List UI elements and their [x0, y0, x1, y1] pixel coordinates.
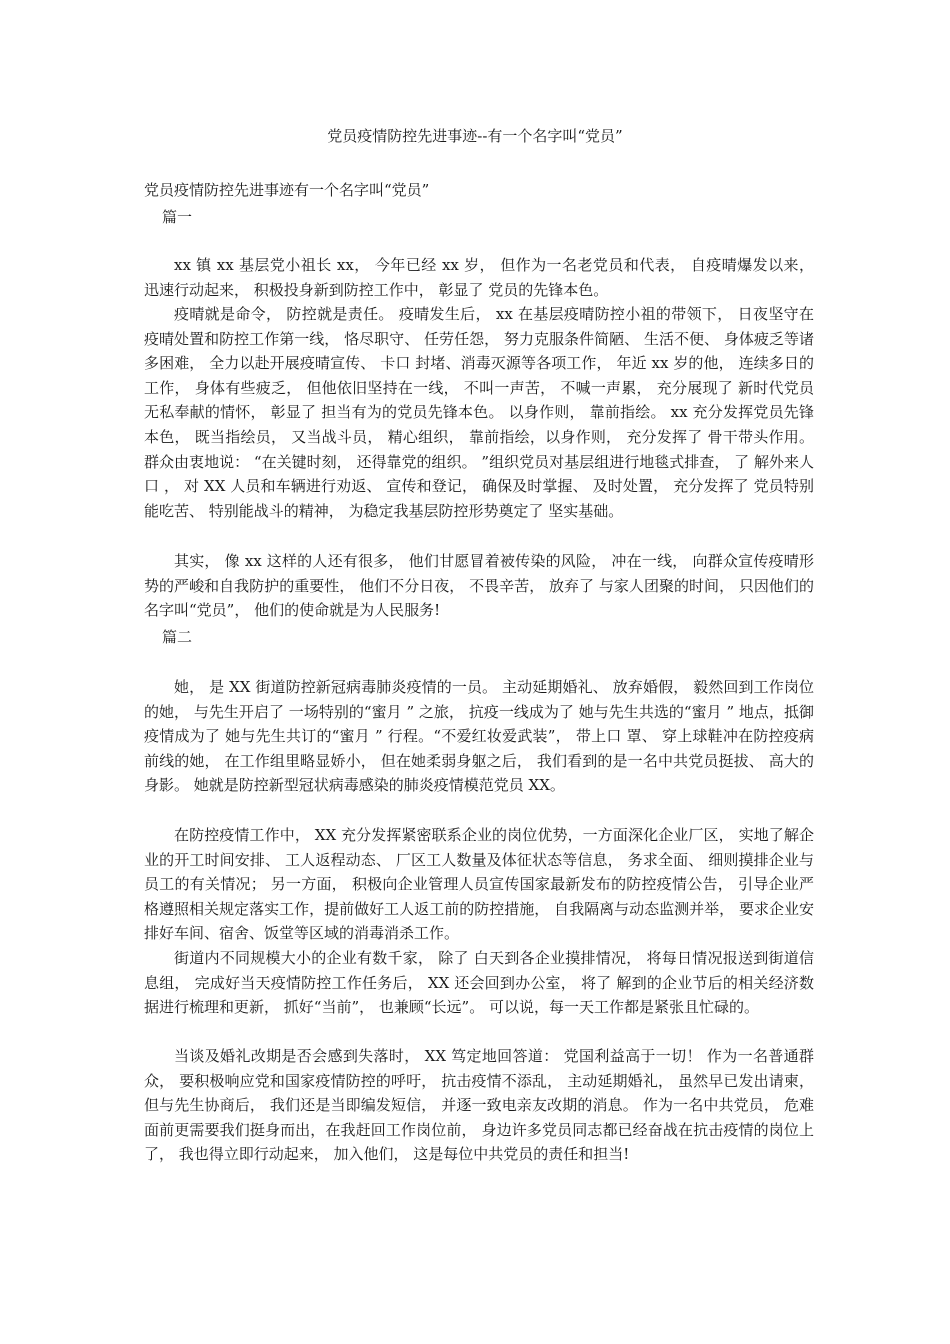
- paragraph: 当谈及婚礼改期是否会感到失落时， XX 笃定地回答道： 党国利益高于一切！ 作为一名普通群众， 要积极响应党和国家疫情防控的呼吁， 抗击疫情不添乱， 主动延期婚礼， 虽然早已发出请柬， 但与先生协商后， 我们还是当即编发短信， 并逐一致电亲友改期的消息。 作为一名中共党员， 危难面前更需要我们挺身而出，在我赶回工作岗位前， 身边许多党员同志都已经奋战在抗击疫情的岗位上了， 我也得立即行动起来， 加入他们， 这是每位中共党员的责任和担当!: [144, 1047, 814, 1164]
- section-heading-1: 篇一: [162, 208, 193, 226]
- document-subtitle: 党员疫情防控先进事迹有一个名字叫“党员”: [144, 181, 430, 199]
- paragraph: 其实， 像 xx 这样的人还有很多， 他们甘愿冒着被传染的风险， 冲在一线， 向群众宣传疫晴形势的严峻和自我防护的重要性， 他们不分日夜， 不畏辛苦， 放弃了 与家人团聚的时间， 只因他们的名字叫“党员”， 他们的使命就是为人民服务!: [144, 552, 814, 620]
- paragraph: 她， 是 XX 街道防控新冠病毒肺炎疫情的一员。 主动延期婚礼、 放弃婚假， 毅然回到工作岗位的她， 与先生开启了 一场特别的“蜜月 ” 之旅， 抗疫一线成为了 她与先生共选的“蜜月 ” 地点，抵御疫情成为了 她与先生共订的“蜜月 ” 行程。“不爱红妆爱武装”， 带上口 罩、 穿上球鞋冲在防控疫病前线的她， 在工作组里略显娇小， 但在她柔弱身躯之后， 我们看到的是一名中共党员挺拔、 高大的身影。 她就是防控新型冠状病毒感染的肺炎疫情模范党员 XX。: [144, 678, 814, 795]
- paragraph: 街道内不同规模大小的企业有数千家， 除了 白天到各企业摸排情况， 将每日情况报送到街道信息组， 完成好当天疫情防控工作任务后， XX 还会回到办公室， 将了 解到的企业节后的相关经济数据进行梳理和更新， 抓好“当前”， 也兼顾“长远”。 可以说，每一天工作都是紧张且忙碌的。: [144, 949, 814, 1017]
- paragraph: xx 镇 xx 基层党小祖长 xx， 今年已经 xx 岁， 但作为一名老党员和代表， 自疫晴爆发以来， 迅速行动起来， 积极投身新到防控工作中， 彰显了 党员的先锋本色。: [144, 256, 814, 299]
- paragraph: 疫晴就是命令， 防控就是责任。 疫晴发生后， xx 在基层疫晴防控小祖的带领下， 日夜坚守在疫晴处置和防控工作第一线， 恪尽职守、 任劳任怨， 努力克服条件简陋、 生活不便、 身体疲乏等诸多困难， 全力以赴开展疫晴宣传、 卡口 封堵、消毒灭源等各项工作， 年近 xx 岁的他， 连续多日的工作， 身体有些疲乏， 但他依旧坚持在一线， 不叫一声苦， 不喊一声累， 充分展现了 新时代党员无私奉献的情怀， 彰显了 担当有为的党员先锋本色。 以身作则， 靠前指绘。 xx 充分发挥党员先锋本色， 既当指绘员， 又当战斗员， 精心组织， 靠前指绘，以身作则， 充分发挥了 骨干带头作用。 群众由衷地说： “在关键时刻， 还得靠党的组织。 ”组织党员对基层组进行地毯式排查， 了 解外来人口 ， 对 XX 人员和车辆进行劝返、 宣传和登记， 确保及时掌握、 及时处置， 充分发挥了 党员特别能吃苦、 特别能战斗的精神， 为稳定我基层防控形势奠定了 坚实基础。: [144, 305, 814, 520]
- section-heading-2: 篇二: [162, 628, 193, 646]
- document-title: 党员疫情防控先进事迹--有一个名字叫“党员”: [327, 127, 623, 145]
- paragraph: 在防控疫情工作中， XX 充分发挥紧密联系企业的岗位优势，一方面深化企业厂区， 实地了解企业的开工时间安排、 工人返程动态、 厂区工人数量及体征状态等信息， 务求全面、 细则摸排企业与员工的有关情况； 另一方面， 积极向企业管理人员宣传国家最新发布的防控疫情公告， 引导企业严格遵照相关规定落实工作，提前做好工人返工前的防控措施， 自我隔离与动态监测并举， 要求企业安排好车间、宿舍、饭堂等区域的消毒消杀工作。: [144, 826, 814, 943]
